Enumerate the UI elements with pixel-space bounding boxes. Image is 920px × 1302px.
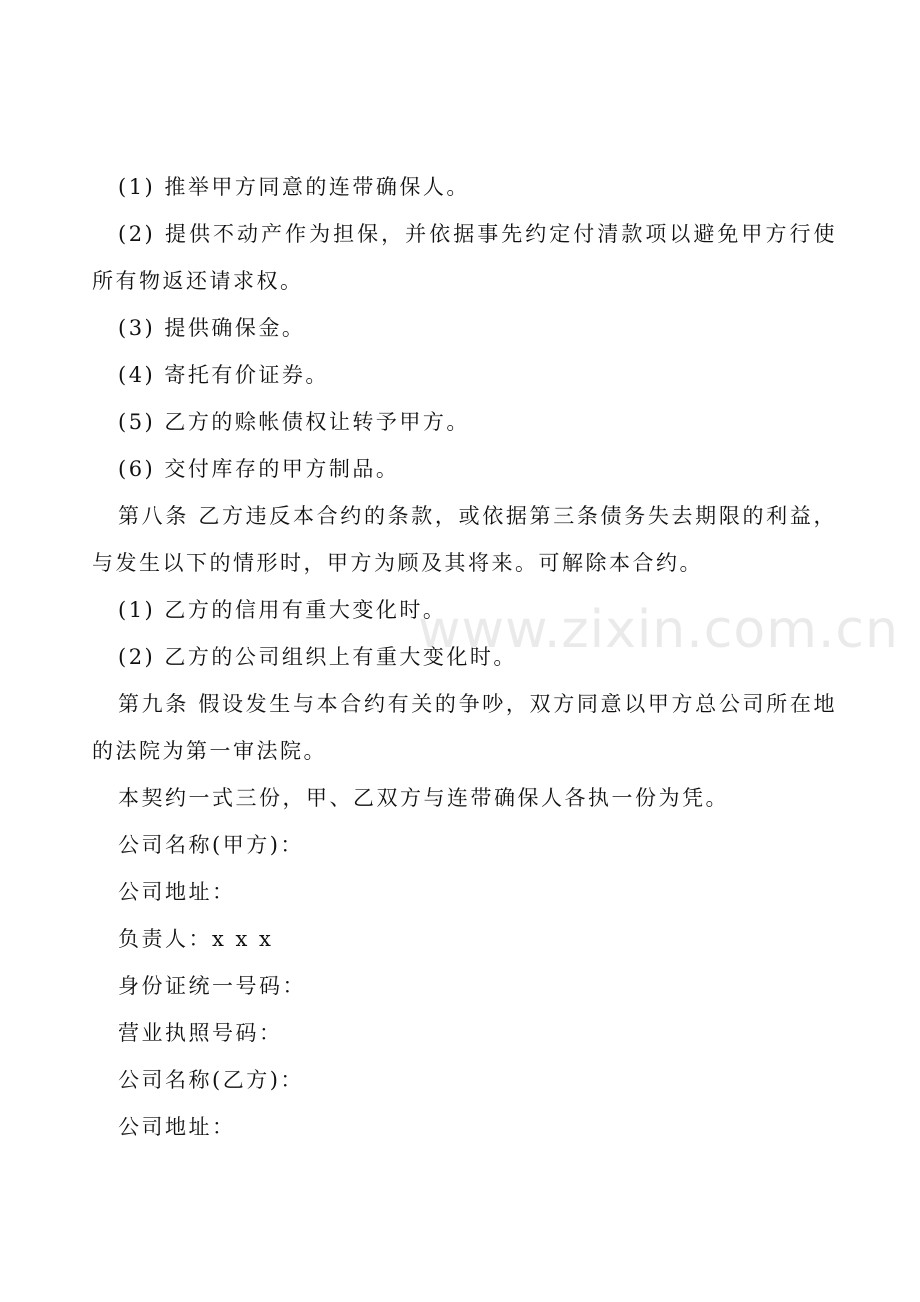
party-a-id-number: 身份证统一号码： bbox=[118, 974, 306, 998]
watermark: www.zixin.com.cn bbox=[418, 600, 899, 660]
document-body bbox=[92, 164, 837, 1151]
party-b-company-address: 公司地址： bbox=[118, 1115, 236, 1139]
clause-item-3: (3) 提供确保金。 bbox=[118, 316, 306, 340]
article-eight-item-2: (2) 乙方的公司组织上有重大变化时。 bbox=[118, 645, 517, 669]
article-eight: 第八条 乙方违反本合约的条款，或依据第三条债务失去期限的利益，与发生以下的情形时，甲方为顾及其将来。可解除本合约。 bbox=[92, 504, 837, 575]
party-a-company-address: 公司地址： bbox=[118, 880, 236, 904]
copies-statement: 本契约一式三份，甲、乙双方与连带确保人各执一份为凭。 bbox=[118, 786, 729, 810]
clause-item-4: (4) 寄托有价证券。 bbox=[118, 363, 329, 387]
article-eight-item-1: (1) 乙方的信用有重大变化时。 bbox=[118, 598, 447, 622]
party-a-company-name: 公司名称(甲方)： bbox=[118, 833, 304, 857]
clause-item-6: (6) 交付库存的甲方制品。 bbox=[118, 457, 400, 481]
party-b-company-name: 公司名称(乙方)： bbox=[118, 1068, 304, 1092]
article-nine: 第九条 假设发生与本合约有关的争吵，双方同意以甲方总公司所在地的法院为第一审法院。 bbox=[92, 692, 837, 763]
clause-item-2: (2) 提供不动产作为担保，并依据事先约定付清款项以避免甲方行使所有物返还请求权。 bbox=[92, 222, 837, 293]
clause-item-1: (1) 推举甲方同意的连带确保人。 bbox=[118, 175, 470, 199]
clause-item-5: (5) 乙方的赊帐债权让转予甲方。 bbox=[118, 410, 470, 434]
party-a-business-license: 营业执照号码： bbox=[118, 1021, 283, 1045]
party-a-representative: 负责人：x x x bbox=[118, 927, 274, 951]
